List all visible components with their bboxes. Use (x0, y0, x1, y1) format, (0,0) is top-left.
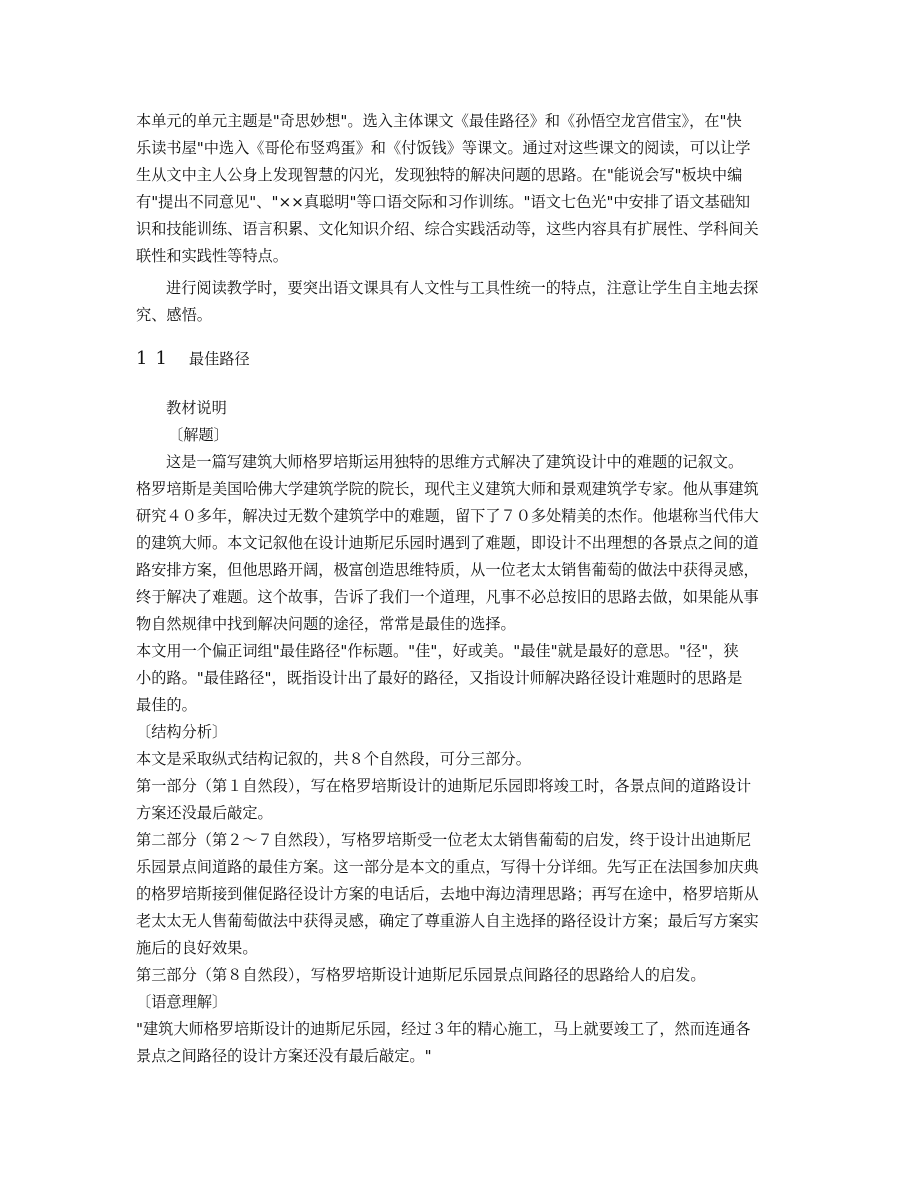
text-line: 究、感悟。 (136, 306, 212, 324)
text-line: 本单元的单元主题是"奇思妙想"。选入主体课文《最佳路径》和《孙悟空龙宫借宝》，在"快 (136, 112, 742, 130)
text-line: 乐读书屋"中选入《哥伦布竖鸡蛋》和《付饭钱》等课文。通过对这些课文的阅读，可以让学 (136, 139, 751, 157)
text-line: 的建筑大师。本文记叙他在设计迪斯尼乐园时遇到了难题，即设计不出理想的各景点之间的道 (136, 534, 759, 552)
structure-heading: 〔结构分析〕 (136, 723, 228, 741)
text-line: 方案还没最后敲定。 (136, 804, 273, 822)
section-heading: 教材说明 (166, 399, 227, 417)
text-line: 的格罗培斯接到催促路径设计方案的电话后，去地中海边清理思路；再写在途中，格罗培斯从 (136, 885, 759, 903)
text-line: 本文是采取纵式结构记叙的，共８个自然段，可分三部分。 (136, 750, 531, 768)
jieti-heading: 〔解题〕 (168, 426, 229, 444)
text-line: 进行阅读教学时，要突出语文课具有人文性与工具性统一的特点，注意让学生自主地去探 (166, 279, 759, 297)
text-line: "建筑大师格罗培斯设计的迪斯尼乐园，经过３年的精心施工，马上就要竣工了，然而连通各 (136, 1020, 751, 1038)
text-line: 研究４０多年，解决过无数个建筑学中的难题，留下了７０多处精美的杰作。他堪称当代伟大 (136, 507, 759, 525)
text-line: 小的路。"最佳路径"，既指设计出了最好的路径，又指设计师解决路径设计难题时的思路是 (136, 669, 743, 687)
text-line: 识和技能训练、语言积累、文化知识介绍、综合实践活动等，这些内容具有扩展性、学科间关 (136, 220, 759, 238)
lesson-number: 11 (136, 348, 175, 369)
material-section (136, 395, 786, 1070)
intro-paragraph-2 (136, 275, 786, 329)
text-line: 第三部分（第８自然段），写格罗培斯设计迪斯尼乐园景点间路径的思路给人的启发。 (136, 966, 706, 984)
lesson-title: 最佳路径 (188, 350, 250, 368)
text-line: 老太太无人售葡萄做法中获得灵感，确定了尊重游人自主选择的路径设计方案；最后写方案实 (136, 912, 759, 930)
lesson-heading (136, 345, 250, 373)
text-line: 生从文中主人公身上发现智慧的闪光，发现独特的解决问题的思路。在"能说会写"板块中编 (136, 166, 743, 184)
text-line: 最佳的。 (136, 696, 197, 714)
text-line: 物自然规律中找到解决问题的途径，常常是最佳的选择。 (136, 615, 516, 633)
text-line: 终于解决了难题。这个故事，告诉了我们一个道理，凡事不必总按旧的思路去做，如果能从事 (136, 588, 759, 606)
text-line: 乐园景点间道路的最佳方案。这一部分是本文的重点，写得十分详细。先写正在法国参加庆典 (136, 858, 759, 876)
text-line: 本文用一个偏正词组"最佳路径"作标题。"佳"，好或美。"最佳"就是最好的意思。"径"，狭 (136, 642, 739, 660)
text-line: 有"提出不同意见"、"××真聪明"等口语交际和习作训练。"语文七色光"中安排了语文基础知 (136, 193, 751, 211)
intro-paragraph-1 (136, 108, 786, 270)
text-line: 第一部分（第１自然段），写在格罗培斯设计的迪斯尼乐园即将竣工时，各景点间的道路设计 (136, 777, 752, 795)
text-line: 第二部分（第２～７自然段），写格罗培斯受一位老太太销售葡萄的启发，终于设计出迪斯尼 (136, 831, 752, 849)
meaning-heading: 〔语意理解〕 (136, 993, 228, 1011)
text-line: 格罗培斯是美国哈佛大学建筑学院的院长，现代主义建筑大师和景观建筑学专家。他从事建筑 (136, 480, 759, 498)
text-line: 景点之间路径的设计方案还没有最后敲定。" (136, 1047, 432, 1065)
text-line: 联性和实践性等特点。 (136, 247, 288, 265)
text-line: 路安排方案，但他思路开阔，极富创造思维特质，从一位老太太销售葡萄的做法中获得灵感， (136, 561, 759, 579)
text-line: 这是一篇写建筑大师格罗培斯运用独特的思维方式解决了建筑设计中的难题的记叙文。 (166, 453, 744, 471)
text-line: 施后的良好效果。 (136, 939, 258, 957)
